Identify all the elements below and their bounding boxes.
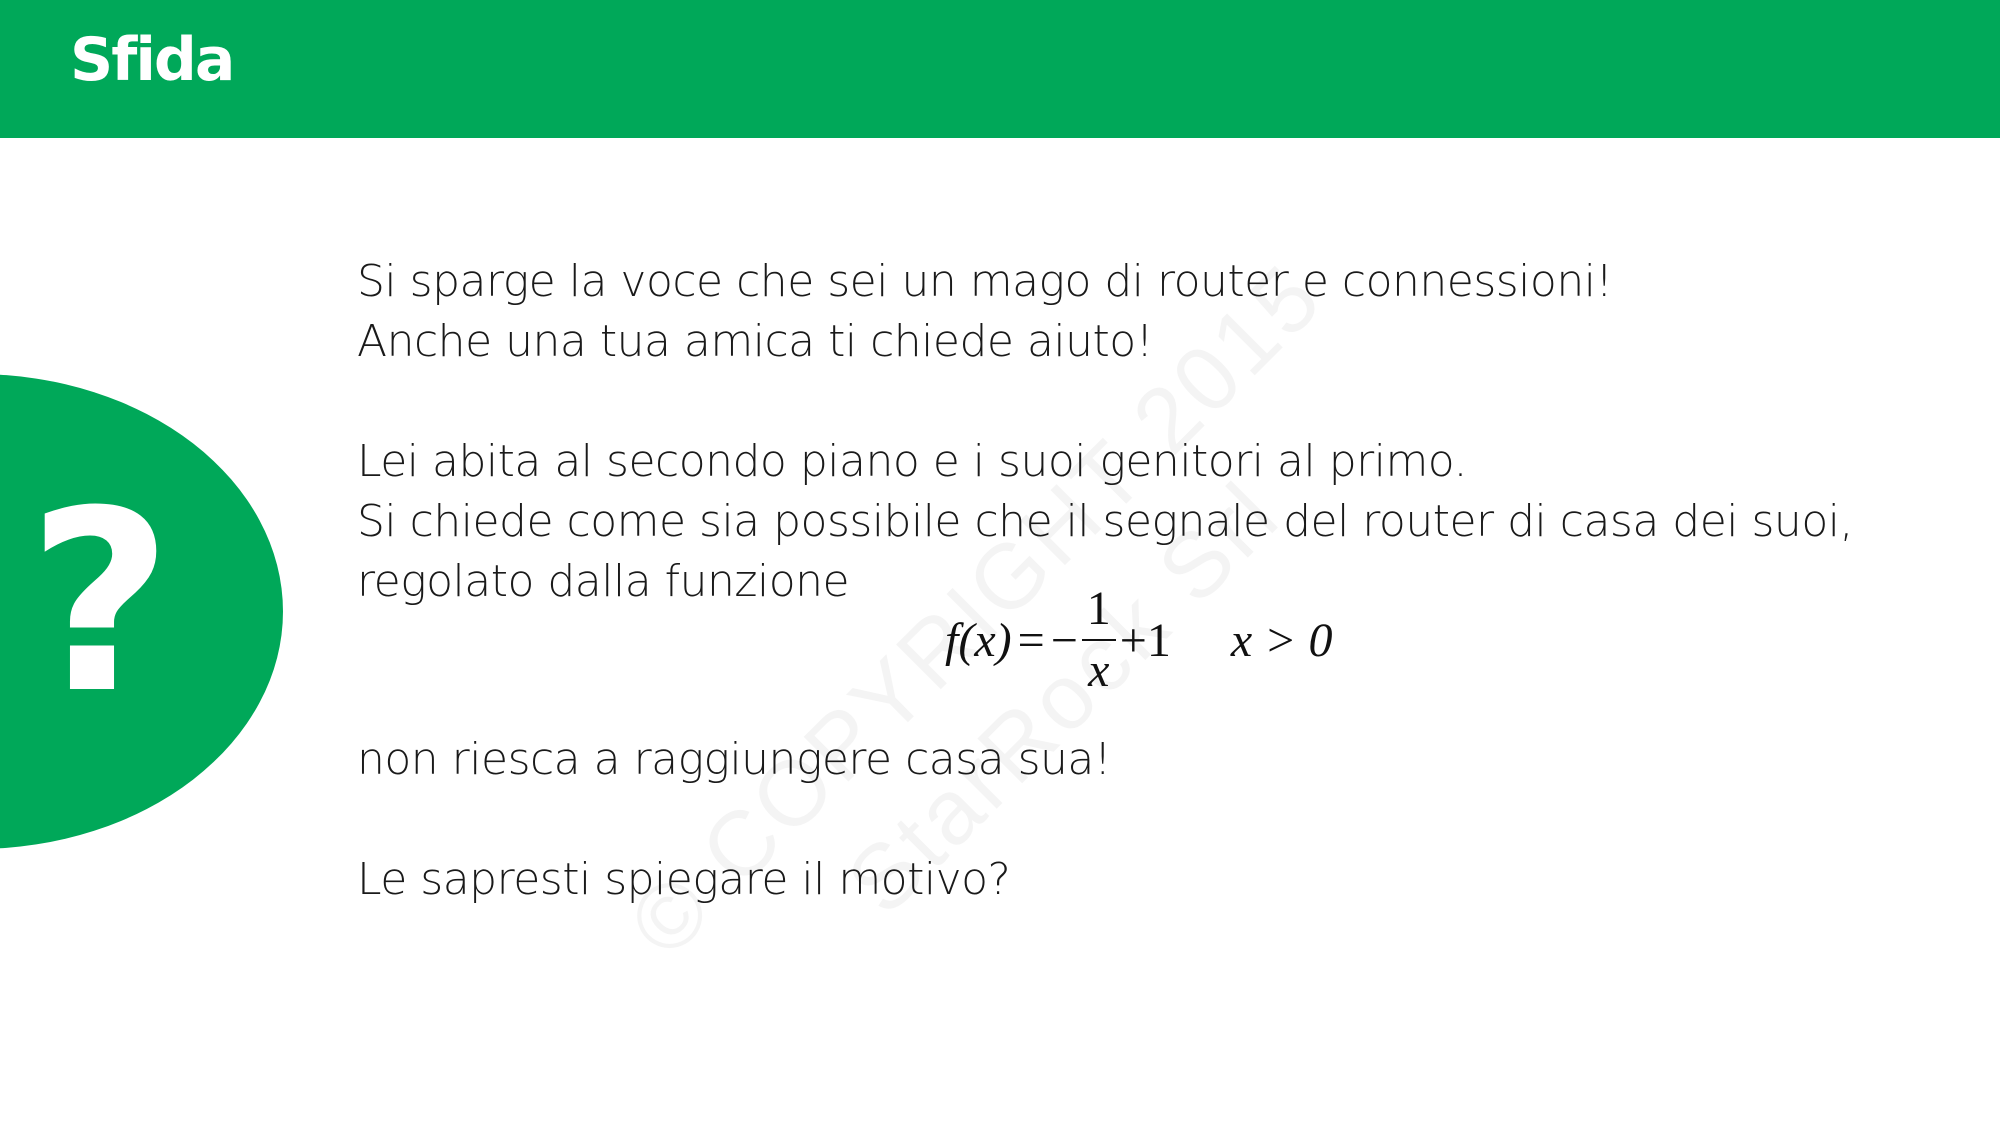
header-bar bbox=[0, 0, 2000, 138]
formula-fraction bbox=[1082, 582, 1116, 697]
text-line-1: Si sparge la voce che sei un mago di router e connessioni! bbox=[357, 256, 1613, 307]
challenge-text-continued bbox=[357, 730, 1111, 910]
challenge-text bbox=[357, 252, 1853, 612]
text-line-7: Le sapresti spiegare il motivo? bbox=[357, 854, 1011, 905]
text-line-5: regolato dalla funzione bbox=[357, 556, 850, 607]
formula-lhs: f(x) bbox=[945, 613, 1012, 667]
paragraph-gap bbox=[357, 372, 1853, 432]
formula-condition: x > 0 bbox=[1230, 613, 1333, 667]
fraction-denominator: x bbox=[1088, 644, 1110, 697]
formula-sign: − bbox=[1050, 613, 1078, 667]
text-line-2: Anche una tua amica ti chiede aiuto! bbox=[357, 316, 1153, 367]
paragraph-gap-2 bbox=[357, 790, 1111, 850]
text-line-6: non riesca a raggiungere casa sua! bbox=[357, 734, 1112, 785]
text-line-3: Lei abita al secondo piano e i suoi genitori al primo. bbox=[357, 436, 1467, 487]
function-formula bbox=[945, 582, 1333, 697]
fraction-numerator: 1 bbox=[1086, 582, 1111, 635]
question-mark-icon: ? bbox=[27, 457, 173, 748]
page-title: Sfida bbox=[70, 25, 234, 95]
formula-plus-term: +1 bbox=[1119, 613, 1171, 667]
formula-equals: = bbox=[1017, 613, 1045, 667]
text-line-4: Si chiede come sia possibile che il segnale del router di casa dei suoi, bbox=[357, 496, 1853, 547]
